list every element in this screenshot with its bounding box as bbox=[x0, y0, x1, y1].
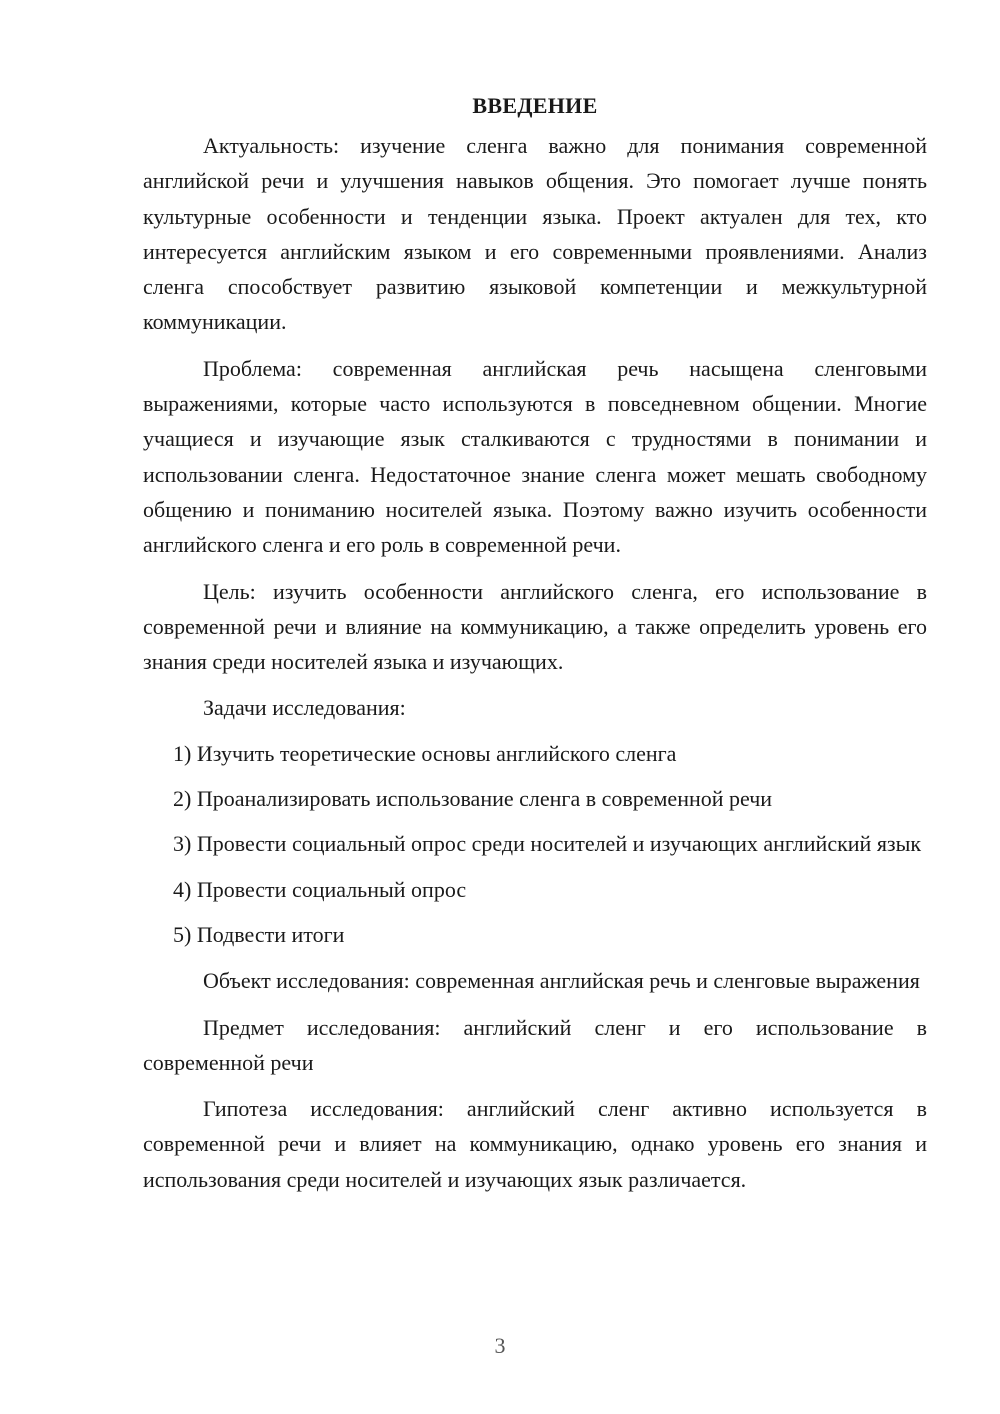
list-item: 4) Провести социальный опрос bbox=[173, 876, 467, 902]
tasks-list bbox=[143, 736, 927, 952]
list-item: 1) Изучить теоретические основы английского сленга bbox=[173, 740, 677, 766]
list-item: 5) Подвести итоги bbox=[173, 921, 345, 947]
paragraph-hypothesis: Гипотеза исследования: английский сленг активно используется в современной речи и влияет на коммуникацию, однако уровень его знания и использования среди носителей и изучающих язык различается. bbox=[143, 1096, 927, 1192]
paragraph-relevance: Актуальность: изучение сленга важно для понимания современной английской речи и улучшения навыков общения. Это помогает лучше понять культурные особенности и тенденции языка. Проект актуален для тех, кто интересуется английским языком и его современными проявлениями. Анализ сленга способствует развитию языковой компетенции и межкультурной коммуникации. bbox=[143, 133, 927, 335]
page-number: 3 bbox=[494, 1333, 506, 1358]
document-page bbox=[143, 90, 927, 1380]
list-item: 3) Провести социальный опрос среди носителей и изучающих английский язык bbox=[173, 831, 922, 857]
list-item: 2) Проанализировать использование сленга в современной речи bbox=[173, 786, 773, 812]
tasks-heading: Задачи исследования: bbox=[203, 695, 406, 721]
paragraph-subject: Предмет исследования: английский сленг и его использование в современной речи bbox=[143, 1014, 927, 1075]
paragraph-object: Объект исследования: современная английская речь и сленговые выражения bbox=[203, 968, 920, 994]
paragraph-goal: Цель: изучить особенности английского сленга, его использование в современной речи и влияние на коммуникацию, а также определить уровень его знания среди носителей языка и изучающих. bbox=[143, 578, 927, 675]
paragraph-problem: Проблема: современная английская речь насыщена сленговыми выражениями, которые часто используются в повседневном общении. Многие учащиеся и изучающие язык сталкиваются с трудностями в понимании и использовании сленга. Недостаточное знание сленга может мешать свободному общению и пониманию носителей языка. Поэтому важно изучить особенности английского сленга и его роль в современной речи. bbox=[143, 355, 927, 558]
page-title: ВВЕДЕНИЕ bbox=[472, 93, 598, 118]
